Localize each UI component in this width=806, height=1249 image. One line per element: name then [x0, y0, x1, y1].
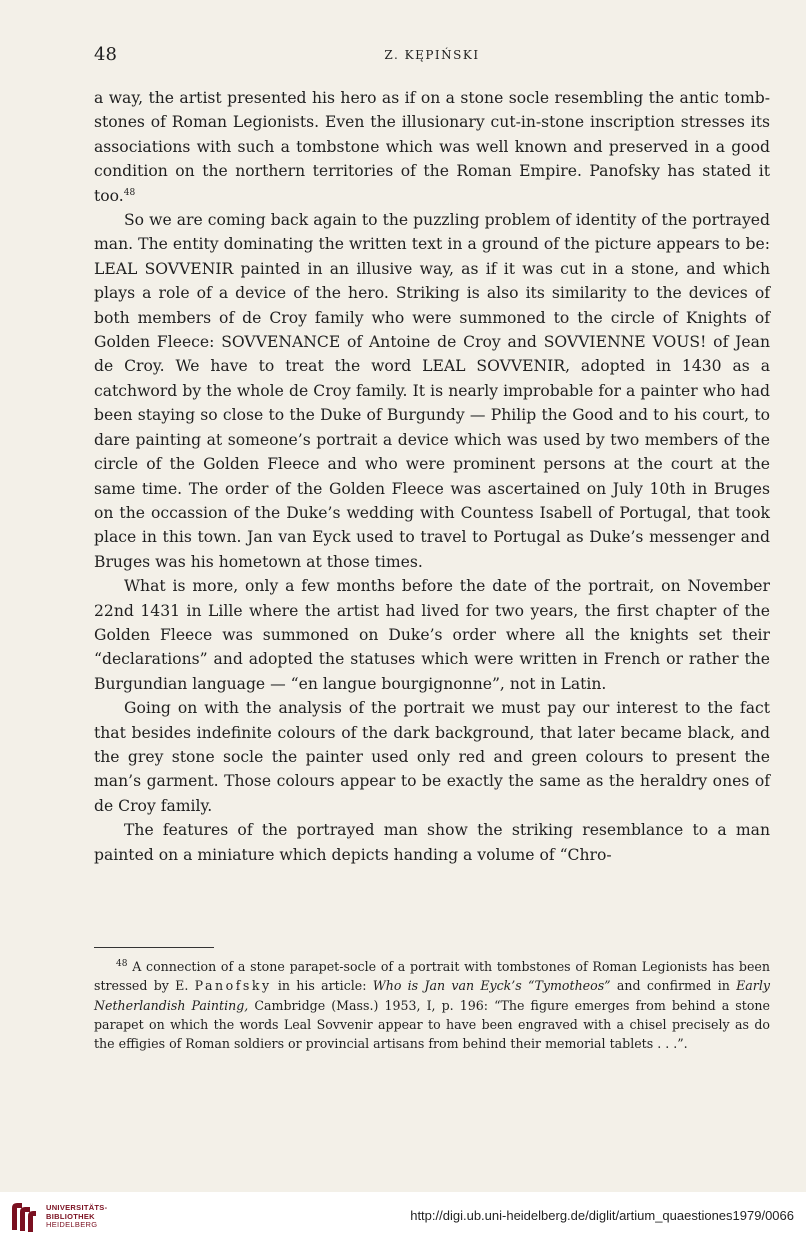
logo-line-1: UNIVERSITÄTS- — [46, 1203, 108, 1212]
paragraph-3: What is more, only a few months before the date of the portrait, on November 22nd 1431 in Lille where the artist had lived for two years, the first chapter of the Golden Fleece was summoned on Duke’s order where all the knights set their “declarations” and adopted the statuses which were written in French or rather the Burgundian language — “en langue bourgignonne”, not in Latin. — [94, 577, 770, 693]
logo-wordmark — [46, 1204, 107, 1230]
paragraph-1-text: a way, the artist presented his hero as if on a stone socle resembling the antic tomb-stones of Roman Legionists. Even the illusionary cut-in-stone inscription stresses its associations with such a tombstone which was well known and preserved in a good condition on the northern territories of the Roman Empire. Panofsky has stated it too. — [94, 89, 770, 205]
running-head: Z. KĘPIŃSKI — [384, 48, 480, 62]
footnote-text-d: Cambridge (Mass.) 1953, I, p. 196: “The figure emerges from behind a stone parapet on which the words Leal Sovvenir appear to have been engraved with a chisel precisely as do the effigies of Roman soldiers or provincial artisans from behind their memorial tablets . . .”. — [94, 997, 770, 1052]
footnote-reference: 48 — [123, 187, 136, 198]
footnote-title-2: Early Netherlandish Painting, — [94, 978, 770, 1013]
paragraph-4: Going on with the analysis of the portrait we must pay our interest to the fact that besides indefinite colours of the dark background, that later became black, and the grey stone socle the painter used only red and green colours to present the man’s garment. Those colours appear to be exactly the same as the heraldry ones of de Croy family. — [94, 699, 770, 815]
footnote-number: 48 — [116, 958, 128, 969]
page-header — [94, 44, 770, 68]
paragraph-5: The features of the portrayed man show the striking resemblance to a man painted on a miniature which depicts handing a volume of “Chro- — [94, 821, 770, 864]
paragraph-2: So we are coming back again to the puzzling problem of identity of the portrayed man. The entity dominating the written text in a ground of the picture appears to be: LEAL SOVVENIR painted in an illusive way, as if it was cut in a stone, and which plays a role of a device of the hero. Striking is also its similarity to the devices of both members of de Croy family who were summoned to the circle of Knights of Golden Fleece: SOVVENANCE of Antoine de Croy and SOVVIENNE VOUS! of Jean de Croy. We have to treat the word LEAL SOVVENIR, adopted in 1430 as a catchword by the whole de Croy family. It is nearly improbable for a painter who had been staying so close to the Duke of Burgundy — Philip the Good and to his court, to dare painting at someone’s portrait a device which was used by two members of the circle of the Golden Fleece and who were prominent persons at the court at the same time. The order of the Golden Fleece was ascertained on July 10th in Bruges on the occassion of the Duke’s wedding with Countess Isabell of Portugal, that took place in this town. Jan van Eyck used to travel to Portugal as Duke’s messenger and Bruges was his hometown at those times. — [94, 211, 770, 571]
page-number: 48 — [94, 44, 117, 65]
footnote-divider — [94, 947, 214, 948]
source-url-link[interactable]: http://digi.ub.uni-heidelberg.de/diglit/artium_quaestiones1979/0066 — [410, 1208, 794, 1223]
university-library-logo-icon — [8, 1200, 38, 1234]
body-text — [94, 86, 770, 867]
logo-line-2: BIBLIOTHEK — [46, 1211, 95, 1221]
footnote-text-c: and confirmed in — [616, 978, 730, 994]
footnote-text-a: A connection of a stone parapet-socle of a portrait with tombstones of Roman Legionists has been stressed by E. — [94, 959, 770, 994]
footnote-title-1: Who is Jan van Eyck’s “Tymotheos” — [372, 978, 611, 994]
logo-line-3: HEIDELBERG — [46, 1220, 98, 1229]
paragraph-1 — [94, 86, 770, 208]
footer-bar — [0, 1192, 806, 1249]
footnote — [94, 957, 770, 1053]
footnote-text-b: in his article: — [277, 978, 367, 994]
footnote-author: Panofsky — [194, 978, 272, 994]
